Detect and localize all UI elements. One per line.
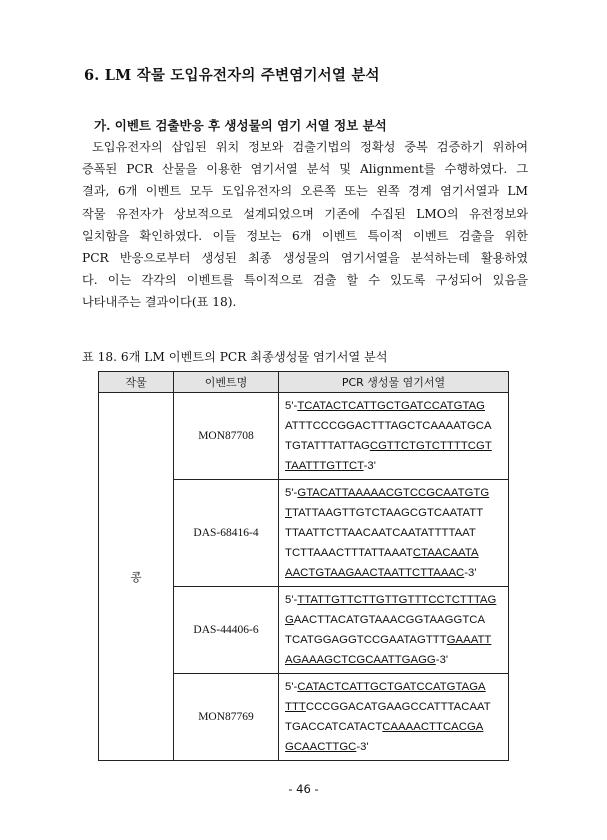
sequence-segment: TCTTAAACTTTATTAAAT <box>285 547 413 559</box>
crop-cell: 콩 <box>99 393 174 761</box>
paragraph-line: PCR 반응으로부터 생성된 최종 생성물의 염기서열을 분석하는데 활용하였 <box>82 251 528 266</box>
sequence-segment: ATTTCCCGGACTTTAGCTCAAAATGCA <box>285 420 492 432</box>
sequence-line <box>285 436 504 456</box>
sequence-line <box>285 563 504 583</box>
paragraph-line: 증폭된 PCR 산물을 이용한 염기서열 분석 및 Alignment를 수행하였다. 그 <box>82 162 528 177</box>
sequence-segment: -3' <box>356 741 369 753</box>
sequence-cell <box>279 674 509 761</box>
sequence-line <box>285 697 504 717</box>
event-name: MON87708 <box>174 393 279 480</box>
sequence-segment-underlined: TTT <box>285 701 306 713</box>
sequence-line <box>285 630 504 650</box>
paragraph-line: 나타내주는 결과이다(표 18). <box>82 295 237 310</box>
sequence-segment: TGACCATCATACT <box>285 721 383 733</box>
sequence-segment-underlined: AACTGTAAGAACTAATTCTTAAAC <box>285 567 465 579</box>
paragraph-line: 다. 이는 각각의 이벤트를 특이적으로 검출 할 수 있도록 구성되어 있음을 <box>82 273 528 288</box>
sequence-segment-underlined: GAAATT <box>446 634 492 646</box>
sequence-line <box>285 483 504 503</box>
sequence-segment-underlined: CTAACAATA <box>412 547 479 559</box>
body-paragraph <box>82 136 528 314</box>
sequence-table <box>98 371 509 761</box>
sequence-segment-underlined: TCATACTCATTGCTGATCCATGTAG <box>297 400 485 412</box>
sequence-segment: -3' <box>363 460 376 472</box>
paragraph-line: 일치함을 확인하였다. 이들 정보는 6개 이벤트 특이적 이벤트 검출을 위한 <box>82 228 528 243</box>
sequence-line <box>285 610 504 630</box>
sequence-segment-underlined: TAATTTGTTCT <box>285 460 364 472</box>
sequence-segment: CCCGGACATGAAGCCATTTACAAT <box>305 701 491 713</box>
paragraph-line: 작물 유전자가 상보적으로 설계되었으며 기존에 수집된 LMO의 유전정보와 <box>82 206 528 221</box>
sequence-line <box>285 503 504 523</box>
sequence-line <box>285 523 504 543</box>
table-caption: 표 18. 6개 LM 이벤트의 PCR 최종생성물 염기서열 분석 <box>82 350 388 364</box>
sequence-segment-underlined: AGAAAGCTCGCAATTGAGG <box>285 654 436 666</box>
section-heading: 6. LM 작물 도입유전자의 주변염기서열 분석 <box>84 67 380 84</box>
sequence-segment: AACTTACATGTAAACGGTAAGGTCA <box>293 614 486 626</box>
sequence-segment-underlined: CATACTCATTGCTGATCCATGTAGA <box>297 681 486 693</box>
sequence-segment: 5'- <box>285 594 298 606</box>
sequence-segment-underlined: CAAAACTTCACGA <box>382 721 484 733</box>
sequence-segment: TATTAAGTTGTCTAAGCGTCAATATT <box>291 507 484 519</box>
sequence-segment-underlined: GTACATTAAAAACGTCCGCAATGTG <box>297 487 490 499</box>
header-event: 이벤트명 <box>174 372 279 393</box>
page-number: - 46 - <box>288 782 319 796</box>
event-name: DAS-68416-4 <box>174 480 279 587</box>
sequence-line <box>285 717 504 737</box>
sequence-segment: 5'- <box>285 681 298 693</box>
table-row <box>99 393 509 480</box>
subsection-heading: 가. 이벤트 검출반응 후 생성물의 염기 서열 정보 분석 <box>94 118 387 133</box>
table-header-row <box>99 372 509 393</box>
sequence-line <box>285 543 504 563</box>
sequence-line <box>285 396 504 416</box>
sequence-segment: 5'- <box>285 400 298 412</box>
sequence-cell <box>279 587 509 674</box>
sequence-line <box>285 456 504 476</box>
header-crop: 작물 <box>99 372 174 393</box>
sequence-segment: -3' <box>435 654 449 666</box>
sequence-segment-underlined: G <box>285 614 294 626</box>
sequence-line <box>285 590 504 610</box>
sequence-line <box>285 677 504 697</box>
sequence-segment-underlined: T <box>285 507 292 519</box>
sequence-line <box>285 737 504 757</box>
sequence-segment: TCATGGAGGTCCGAATAGTTT <box>285 634 447 646</box>
sequence-cell <box>279 480 509 587</box>
paragraph-line: 도입유전자의 삽입된 위치 정보와 검출기법의 정확성 중복 검증하기 위하여 <box>92 140 528 154</box>
sequence-segment-underlined: TTATTGTTCTTGTTGTTTCCTCTTTAG <box>297 594 497 606</box>
event-name: MON87769 <box>174 674 279 761</box>
sequence-cell <box>279 393 509 480</box>
sequence-segment: -3' <box>464 567 477 579</box>
sequence-segment: TTAATTCTTAACAATCAATATTTTAAT <box>285 527 476 539</box>
sequence-segment-underlined: CGTTCTGTCTTTTCGT <box>369 440 492 452</box>
sequence-segment: 5'- <box>285 487 298 499</box>
event-name: DAS-44406-6 <box>174 587 279 674</box>
header-sequence: PCR 생성물 염기서열 <box>279 372 509 393</box>
sequence-line <box>285 416 504 436</box>
sequence-segment-underlined: GCAACTTGC <box>285 741 357 753</box>
paragraph-line: 결과, 6개 이벤트 모두 도입유전자의 오른쪽 또는 왼쪽 경계 염기서열과 LM <box>82 184 528 199</box>
sequence-segment: TGTATTTATTAG <box>285 440 370 452</box>
sequence-line <box>285 650 504 670</box>
